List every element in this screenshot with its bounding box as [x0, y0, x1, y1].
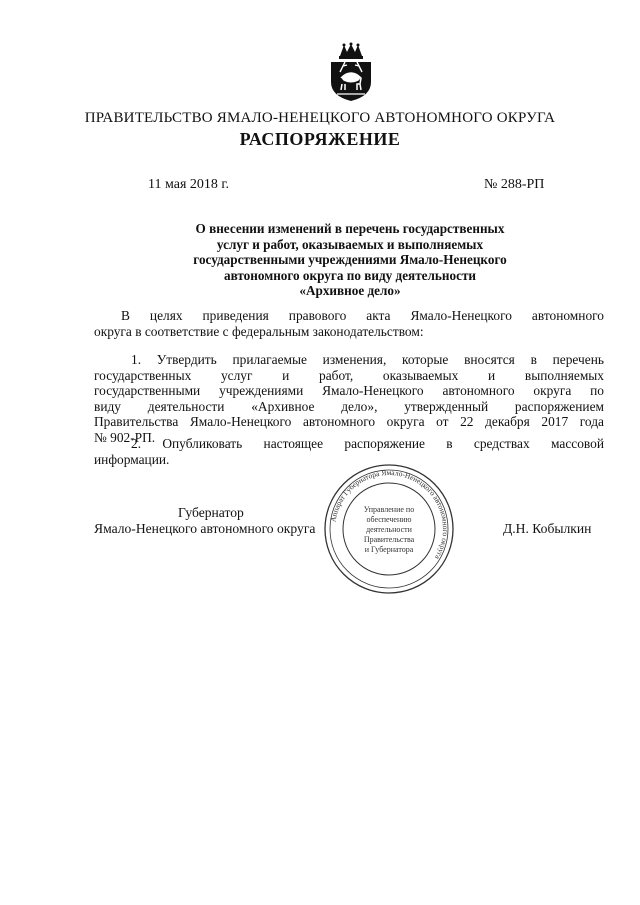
title-line: государственными учреждениями Ямало-Ненецкого	[193, 252, 507, 267]
paragraph-line: 2. Опубликовать настоящее распоряжение в средствах массовой	[131, 436, 604, 451]
document-type-heading: РАСПОРЯЖЕНИЕ	[239, 129, 401, 149]
svg-text:Управление по: Управление по	[363, 505, 415, 514]
paragraph-line: В целях приведения правового акта Ямало-Ненецкого автономного	[121, 308, 604, 323]
signatory-region: Ямало-Ненецкого автономного округа	[94, 521, 316, 536]
paragraph-line: виду деятельности «Архивное дело», утвержденный распоряжением	[94, 398, 604, 414]
paragraph-line: государственными учреждениями Ямало-Ненецкого автономного округа по	[94, 383, 604, 398]
title-line: О внесении изменений в перечень государственных	[195, 221, 505, 236]
paragraph-line: Правительства Ямало-Ненецкого автономного округа от 22 декабря 2017 года	[94, 414, 604, 429]
svg-text:обеспечению: обеспечению	[366, 515, 412, 524]
official-seal-stamp	[322, 462, 456, 596]
title-line: «Архивное дело»	[299, 283, 401, 298]
document-number: № 288-РП	[484, 177, 545, 192]
paragraph-line: 1. Утвердить прилагаемые изменения, которые вносятся в перечень	[131, 352, 604, 367]
item-1-paragraph	[94, 352, 604, 445]
paragraph-line: государственных услуг и работ, оказываемых и выполняемых	[94, 367, 604, 383]
paragraph-line: № 902-РП.	[94, 429, 156, 445]
title-line: автономного округа по виду деятельности	[223, 267, 477, 283]
document-date: 11 мая 2018 г.	[148, 177, 230, 192]
signatory-name: Д.Н. Кобылкин	[503, 521, 592, 536]
signatory-title: Губернатор	[178, 505, 244, 520]
preamble-paragraph	[94, 308, 604, 339]
paragraph-line: округа в соответствие с федеральным законодательством:	[94, 323, 424, 339]
svg-text:деятельности: деятельности	[366, 525, 412, 534]
svg-text:Правительства: Правительства	[363, 535, 415, 544]
organization-heading: ПРАВИТЕЛЬСТВО ЯМАЛО-НЕНЕЦКОГО АВТОНОМНОГО ОКРУГА	[84, 110, 556, 126]
document-title	[120, 221, 580, 299]
svg-text:и Губернатора: и Губернатора	[364, 545, 414, 554]
coat-of-arms-emblem	[327, 42, 375, 102]
paragraph-line: информации.	[94, 451, 170, 467]
title-line: услуг и работ, оказываемых и выполняемых	[216, 236, 484, 252]
svg-text:Аппарат Губернатора Ямало-Нене: Аппарат Губернатора Ямало-Ненецкого автономного округа	[328, 467, 451, 562]
